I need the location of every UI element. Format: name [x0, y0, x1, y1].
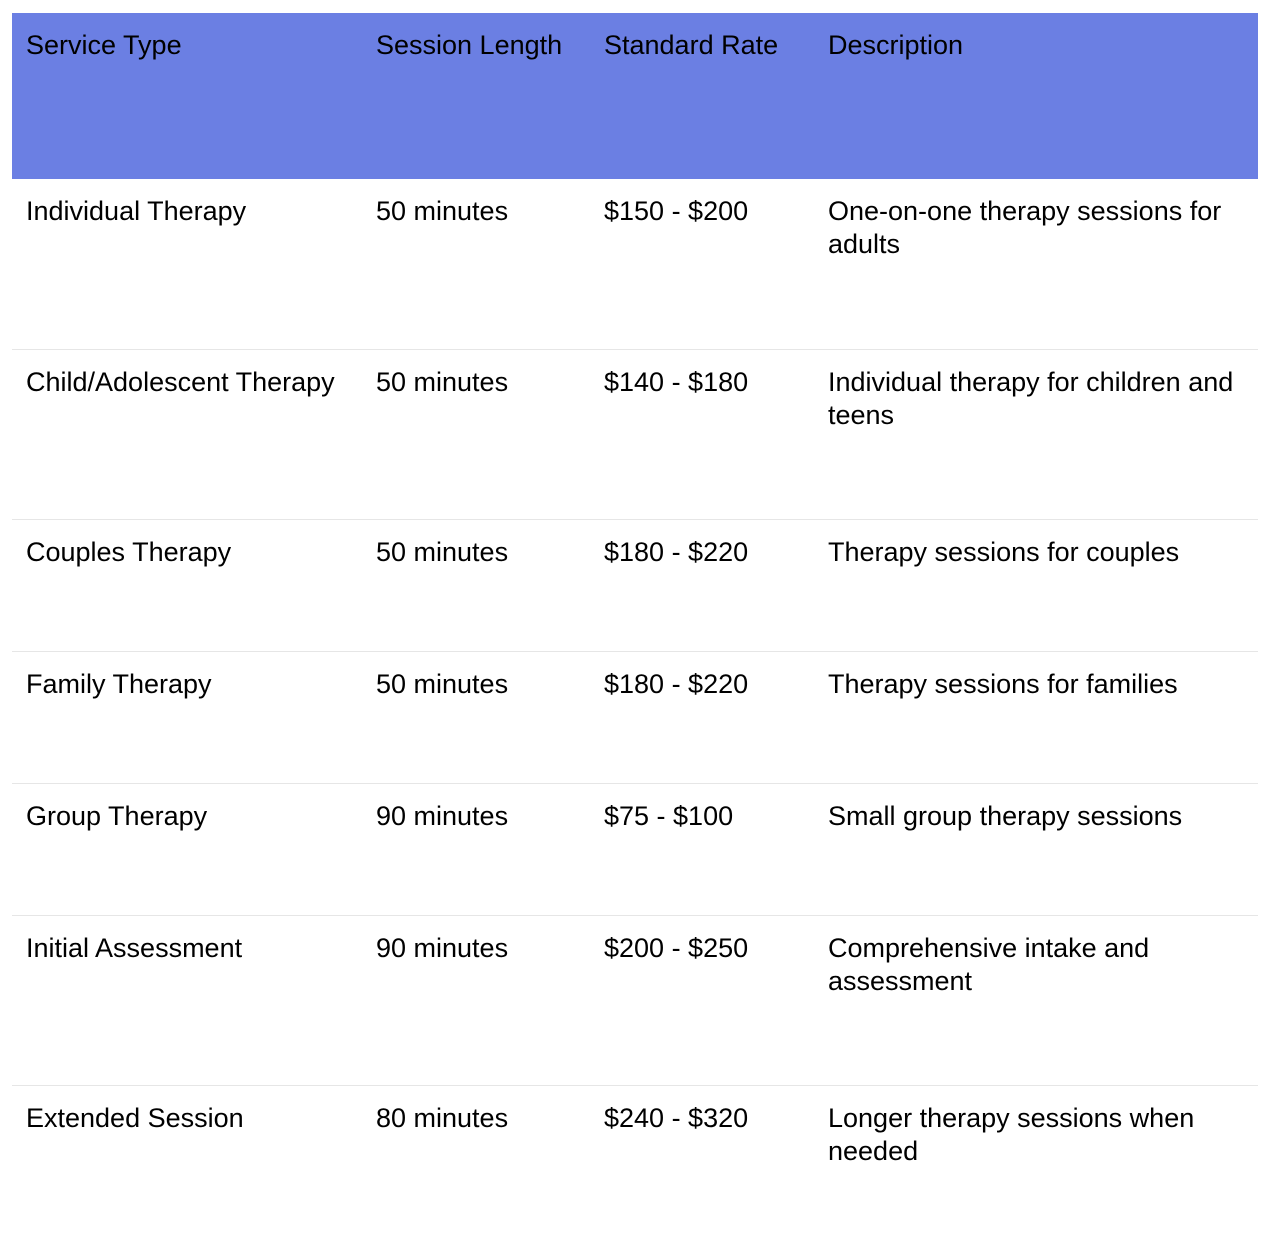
cell-session-length: 50 minutes: [376, 536, 509, 567]
header-standard-rate: Standard Rate: [590, 13, 814, 179]
cell-service-type: Individual Therapy: [26, 196, 247, 226]
cell-session-length: 80 minutes: [376, 1102, 509, 1133]
table-header: [12, 13, 1258, 179]
header-service-type: Service Type: [12, 13, 362, 179]
cell-session-length: 90 minutes: [376, 800, 509, 831]
cell-standard-rate: $200 - $250: [604, 932, 749, 963]
table-row: [12, 1085, 1258, 1255]
table-row: [12, 783, 1258, 915]
cell-description: One-on-one therapy sessions for adults: [828, 196, 1222, 259]
cell-service-type: Initial Assessment: [26, 932, 243, 963]
cell-description: Small group therapy sessions: [828, 800, 1183, 831]
cell-standard-rate: $140 - $180: [604, 366, 749, 397]
table-row: [12, 651, 1258, 783]
table-row: [12, 519, 1258, 651]
header-description: Description: [814, 13, 1258, 179]
cell-description: Therapy sessions for families: [828, 668, 1178, 699]
cell-standard-rate: $180 - $220: [604, 668, 749, 699]
cell-description: Therapy sessions for couples: [828, 536, 1180, 567]
header-session-length: Session Length: [362, 13, 590, 179]
table-row: [12, 915, 1258, 1085]
cell-standard-rate: $240 - $320: [604, 1102, 749, 1133]
cell-description: Comprehensive intake and assessment: [828, 932, 1150, 996]
cell-session-length: 90 minutes: [376, 932, 509, 963]
table-row: [12, 179, 1258, 349]
cell-session-length: 50 minutes: [376, 668, 509, 699]
cell-service-type: Group Therapy: [26, 800, 208, 831]
cell-standard-rate: $180 - $220: [604, 536, 749, 567]
cell-session-length: 50 minutes: [376, 196, 509, 226]
cell-service-type: Child/Adolescent Therapy: [26, 366, 335, 397]
cell-standard-rate: $75 - $100: [604, 800, 734, 831]
service-rates-table: [12, 13, 1258, 1255]
service-rates-table-container: [12, 13, 1258, 1255]
cell-description: Individual therapy for children and teens: [828, 366, 1234, 430]
cell-service-type: Couples Therapy: [26, 536, 232, 567]
header-row: [12, 13, 1258, 179]
cell-standard-rate: $150 - $200: [604, 196, 749, 226]
cell-service-type: Extended Session: [26, 1102, 244, 1133]
cell-service-type: Family Therapy: [26, 668, 212, 699]
table-body: [12, 179, 1258, 1255]
cell-session-length: 50 minutes: [376, 366, 509, 397]
table-row: [12, 349, 1258, 519]
cell-description: Longer therapy sessions when needed: [828, 1102, 1195, 1166]
